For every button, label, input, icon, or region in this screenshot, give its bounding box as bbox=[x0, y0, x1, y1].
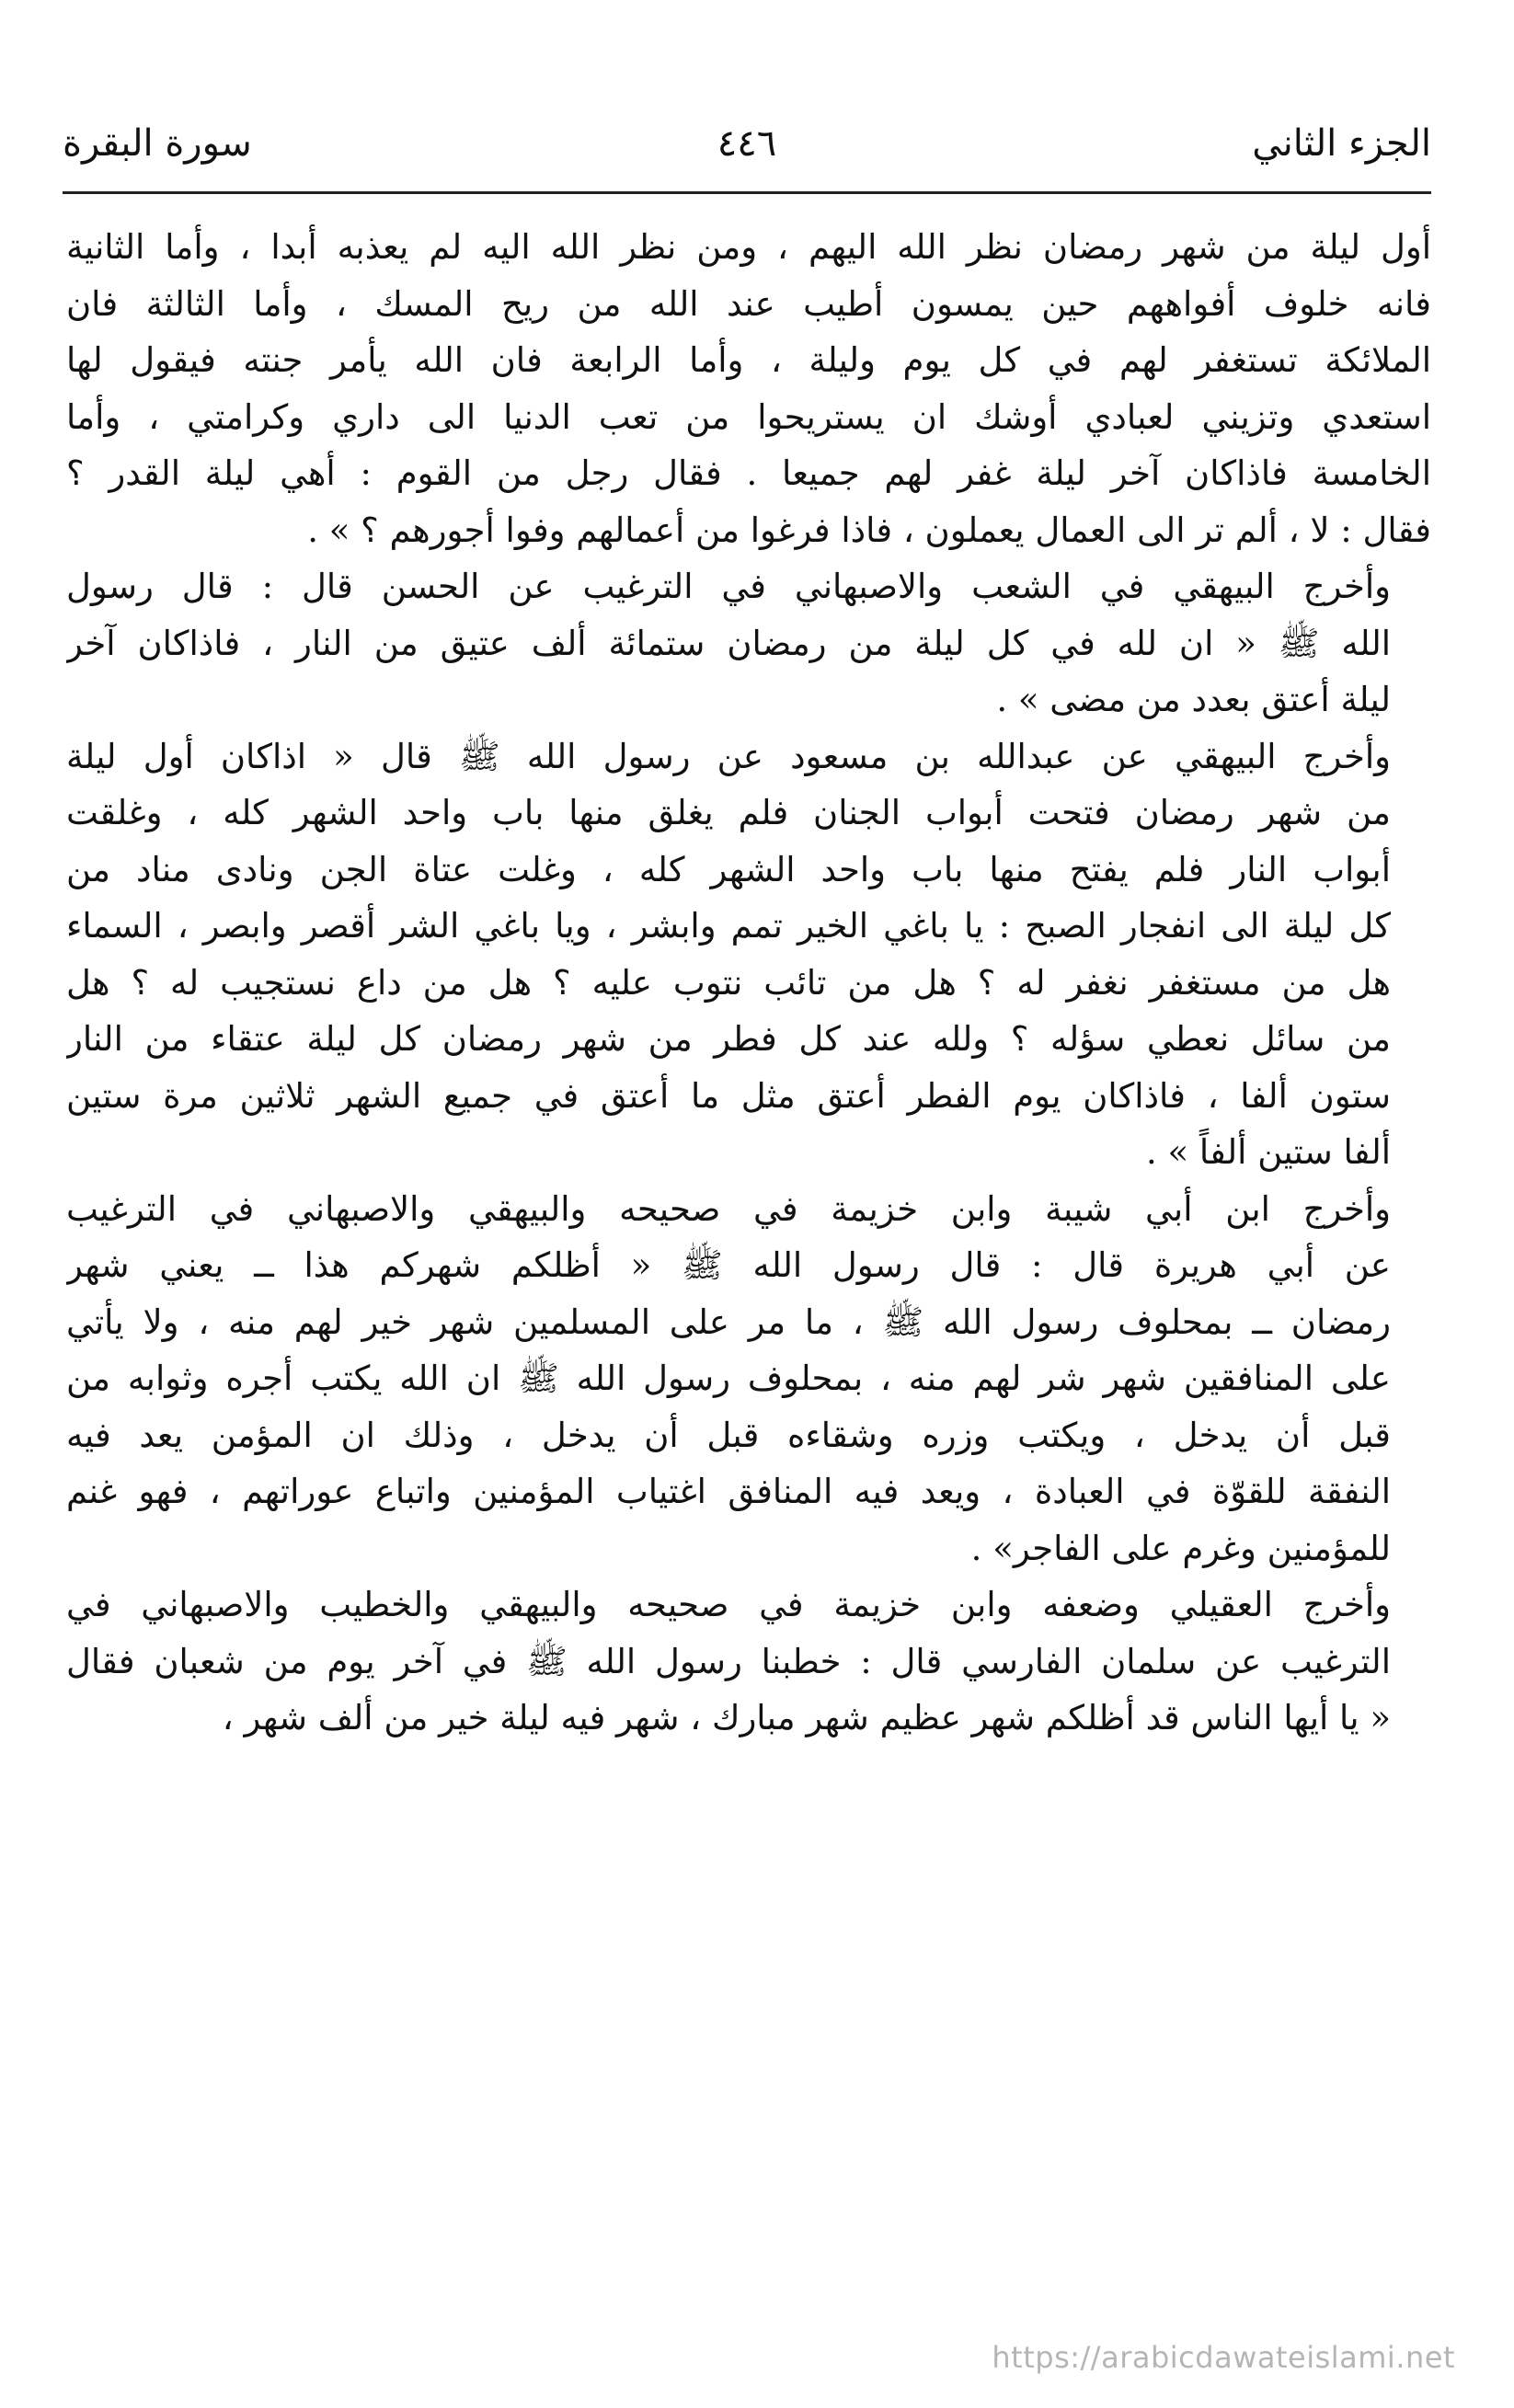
text-line: أول ليلة من شهر رمضان نظر الله اليهم ، ومن نظر الله اليه لم يعذبه أبدا ، وأما الثانية bbox=[66, 227, 1431, 267]
surah-label: سورة البقرة bbox=[63, 122, 252, 165]
text-line: الخامسة فاذاكان آخر ليلة غفر لهم جميعا . فقال رجل من القوم : أهي ليلة القدر ؟ bbox=[66, 453, 1431, 493]
page-header bbox=[63, 109, 1431, 178]
text-line: الترغيب عن سلمان الفارسي قال : خطبنا رسول الله ﷺ في آخر يوم من شعبان فقال bbox=[66, 1641, 1391, 1681]
text-line: استعدي وتزيني لعبادي أوشك ان يستريحوا من تعب الدنيا الى داري وكرامتي ، وأما bbox=[66, 396, 1431, 437]
paragraph bbox=[66, 558, 1431, 728]
text-line: فانه خلوف أفواههم حين يمسون أطيب عند الله من ريح المسك ، وأما الثالثة فان bbox=[66, 283, 1431, 324]
body-text bbox=[66, 219, 1431, 1747]
text-line: ليلة أعتق بعدد من مضى » . bbox=[996, 680, 1391, 719]
text-line: هل من مستغفر نغفر له ؟ هل من تائب نتوب عليه ؟ هل من داع نستجيب له ؟ هل bbox=[66, 962, 1391, 1003]
header-rule bbox=[63, 191, 1431, 194]
text-line: عن أبي هريرة قال : قال رسول الله ﷺ « أظلكم شهركم هذا ــ يعني شهر bbox=[66, 1245, 1391, 1285]
text-line: النفقة للقوّة في العبادة ، ويعد فيه المنافق اغتياب المؤمنين واتباع عوراتهم ، فهو غنم bbox=[66, 1472, 1391, 1511]
text-line: وأخرج العقيلي وضعفه وابن خزيمة في صحيحه والبيهقي والخطيب والاصبهاني في bbox=[66, 1585, 1391, 1624]
text-line: من سائل نعطي سؤله ؟ ولله عند كل فطر من شهر رمضان كل ليلة عتقاء من النار bbox=[66, 1019, 1391, 1059]
text-line: وأخرج البيهقي عن عبدالله بن مسعود عن رسول الله ﷺ قال « اذاكان أول ليلة bbox=[66, 736, 1391, 776]
text-line: كل ليلة الى انفجار الصبح : يا باغي الخير تمم وابشر ، ويا باغي الشر أقصر وابصر ، السماء bbox=[66, 906, 1391, 946]
text-line: من شهر رمضان فتحت أبواب الجنان فلم يغلق منها باب واحد الشهر كله ، وغلقت bbox=[66, 793, 1391, 832]
text-line: ستون ألفا ، فاذاكان يوم الفطر أعتق مثل ما أعتق في جميع الشهر ثلاثين مرة ستين bbox=[66, 1075, 1391, 1116]
paragraph bbox=[66, 728, 1431, 1181]
paragraph bbox=[66, 219, 1431, 558]
text-line: فقال : لا ، ألم تر الى العمال يعملون ، فاذا فرغوا من أعمالهم وفوا أجورهم ؟ » . bbox=[307, 510, 1431, 550]
text-line: الله ﷺ « ان لله في كل ليلة من رمضان ستمائة ألف عتيق من النار ، فاذاكان آخر bbox=[66, 623, 1391, 663]
text-line: قبل أن يدخل ، ويكتب وزره وشقاءه قبل أن يدخل ، وذلك ان المؤمن يعد فيه bbox=[66, 1415, 1391, 1455]
text-line: للمؤمنين وغرم على الفاجر» . bbox=[970, 1528, 1391, 1568]
text-line: الملائكة تستغفر لهم في كل يوم وليلة ، وأما الرابعة فان الله يأمر جنته فيقول لها bbox=[66, 340, 1431, 380]
juz-label: الجزء الثاني bbox=[1252, 122, 1431, 165]
paragraph bbox=[66, 1577, 1431, 1747]
text-line: أبواب النار فلم يفتح منها باب واحد الشهر كله ، وغلت عتاة الجن ونادى مناد من bbox=[66, 849, 1391, 889]
text-line: وأخرج البيهقي في الشعب والاصبهاني في الترغيب عن الحسن قال : قال رسول bbox=[66, 567, 1391, 606]
text-line: « يا أيها الناس قد أظلكم شهر عظيم شهر مبارك ، شهر فيه ليلة خير من ألف شهر ، bbox=[222, 1698, 1391, 1737]
site-watermark: https://arabicdawateislami.net bbox=[992, 2340, 1455, 2375]
page-number: ٤٤٦ bbox=[717, 122, 777, 165]
text-line: وأخرج ابن أبي شيبة وابن خزيمة في صحيحه والبيهقي والاصبهاني في الترغيب bbox=[66, 1188, 1391, 1229]
text-line: ألفا ستين ألفاً » . bbox=[1145, 1132, 1391, 1172]
text-line: رمضان ــ بمحلوف رسول الله ﷺ ، ما مر على المسلمين شهر خير لهم منه ، ولا يأتي bbox=[66, 1301, 1391, 1342]
paragraph bbox=[66, 1181, 1431, 1577]
text-line: على المنافقين شهر شر لهم منه ، بمحلوف رسول الله ﷺ ان الله يكتب أجره وثوابه من bbox=[66, 1359, 1391, 1398]
